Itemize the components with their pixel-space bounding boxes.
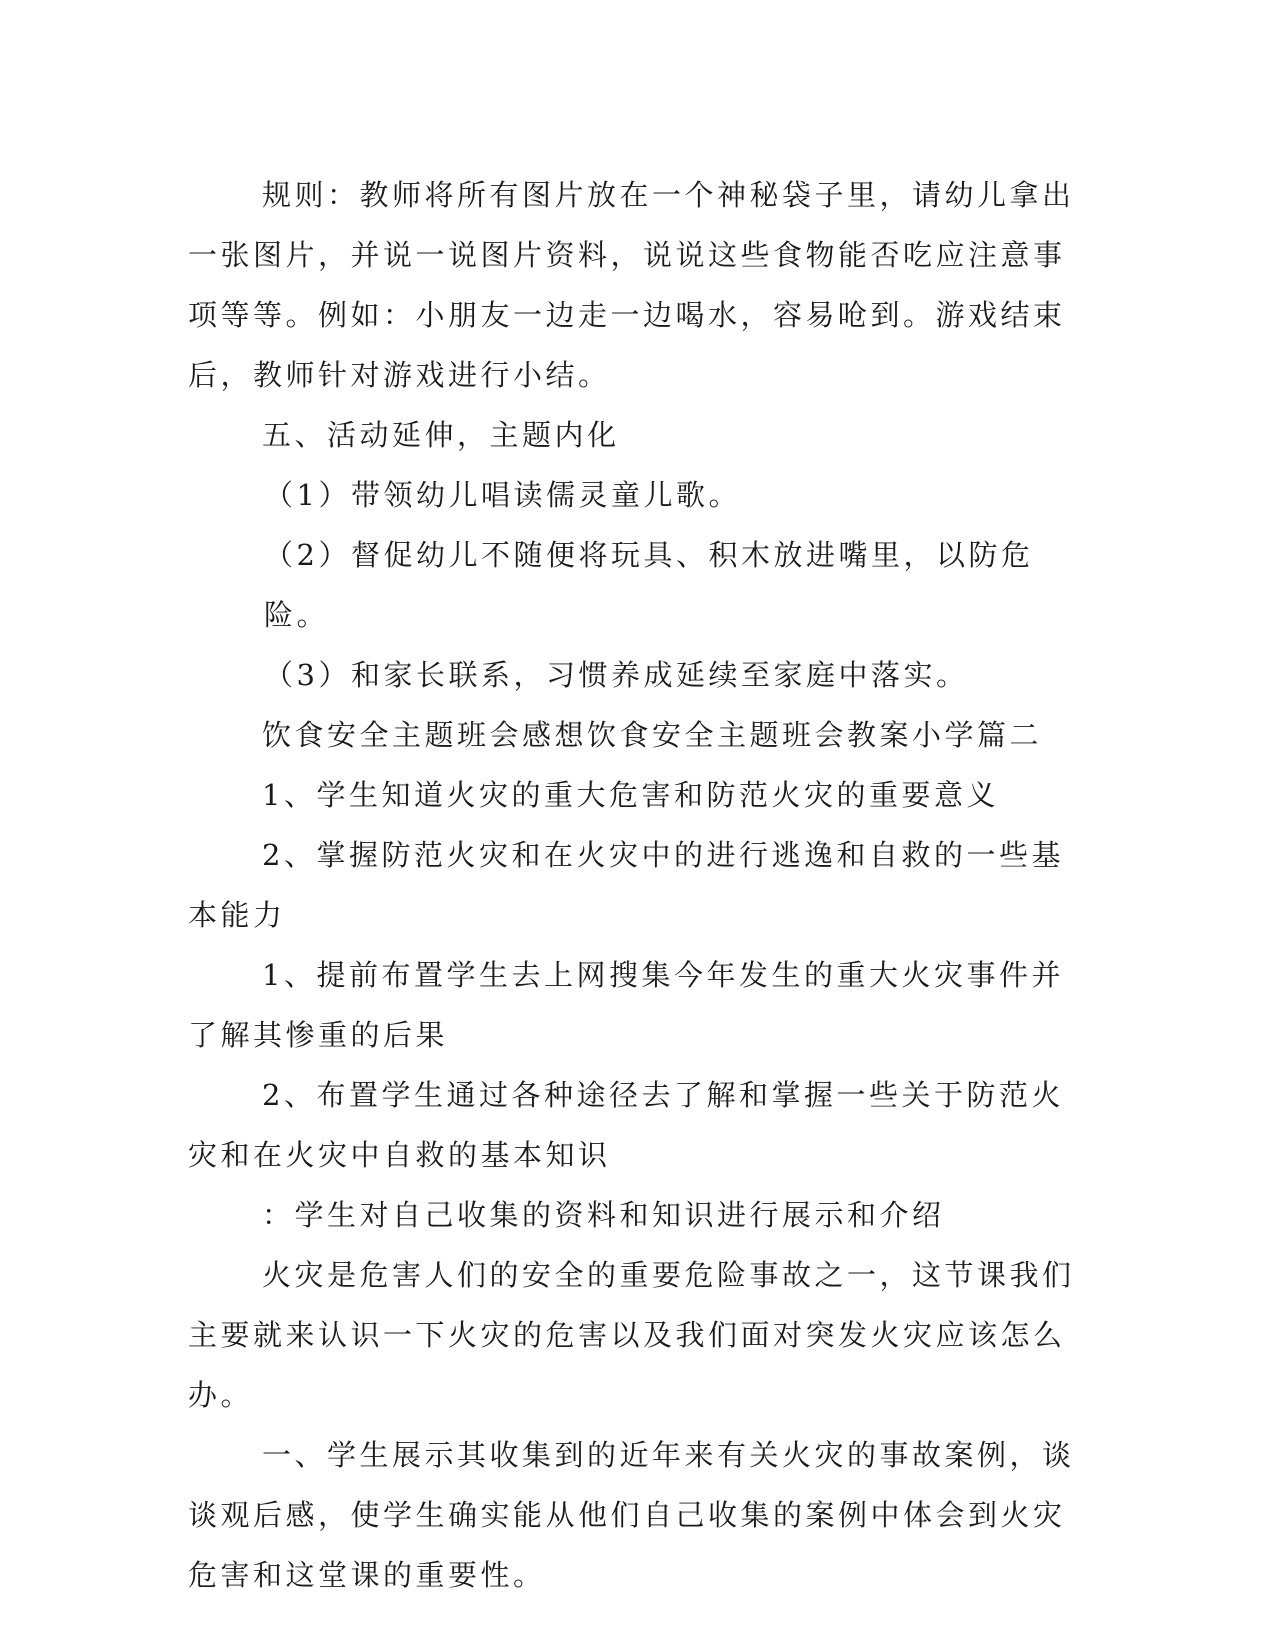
list-item-1: （1）带领幼儿唱读儒灵童儿歌。 <box>264 478 741 512</box>
paragraph-rules: 规则：教师将所有图片放在一个神秘袋子里，请幼儿拿出一张图片，并说一说图片资料，说说这些食物能否吃应注意事项等等。例如：小朋友一边走一边喝水，容易呛到。游戏结束后，教师针对游戏进行小结。 <box>188 178 1075 392</box>
list-item-2: （2）督促幼儿不随便将玩具、积木放进嘴里，以防危险。 <box>264 538 1034 632</box>
introduction-paragraph: 火灾是危害人们的安全的重要危险事故之一，这节课我们主要就来认识一下火灾的危害以及我们面对突发火灾应该怎么办。 <box>188 1258 1075 1412</box>
preparation-1: 1、提前布置学生去上网搜集今年发生的重大火灾事件并了解其惨重的后果 <box>188 958 1064 1052</box>
list-item-3: （3）和家长联系，习惯养成延续至家庭中落实。 <box>264 658 969 692</box>
heading-activity-extension: 五、活动延伸，主题内化 <box>262 418 620 452</box>
step-one-paragraph: 一、学生展示其收集到的近年来有关火灾的事故案例，谈谈观后感，使学生确实能从他们自己收集的案例中体会到火灾危害和这堂课的重要性。 <box>188 1438 1075 1592</box>
document-body <box>188 165 1088 1605</box>
section-title-part-two: 饮食安全主题班会感想饮食安全主题班会教案小学篇二 <box>262 718 1043 752</box>
goal-2: 2、掌握防范火灾和在火灾中的进行逃逸和自救的一些基本能力 <box>188 838 1064 932</box>
preparation-2: 2、布置学生通过各种途径去了解和掌握一些关于防范火灾和在火灾中自救的基本知识 <box>188 1078 1064 1172</box>
goal-1: 1、学生知道火灾的重大危害和防范火灾的重要意义 <box>262 778 999 812</box>
presentation-note: ：学生对自己收集的资料和知识进行展示和介绍 <box>262 1198 945 1232</box>
